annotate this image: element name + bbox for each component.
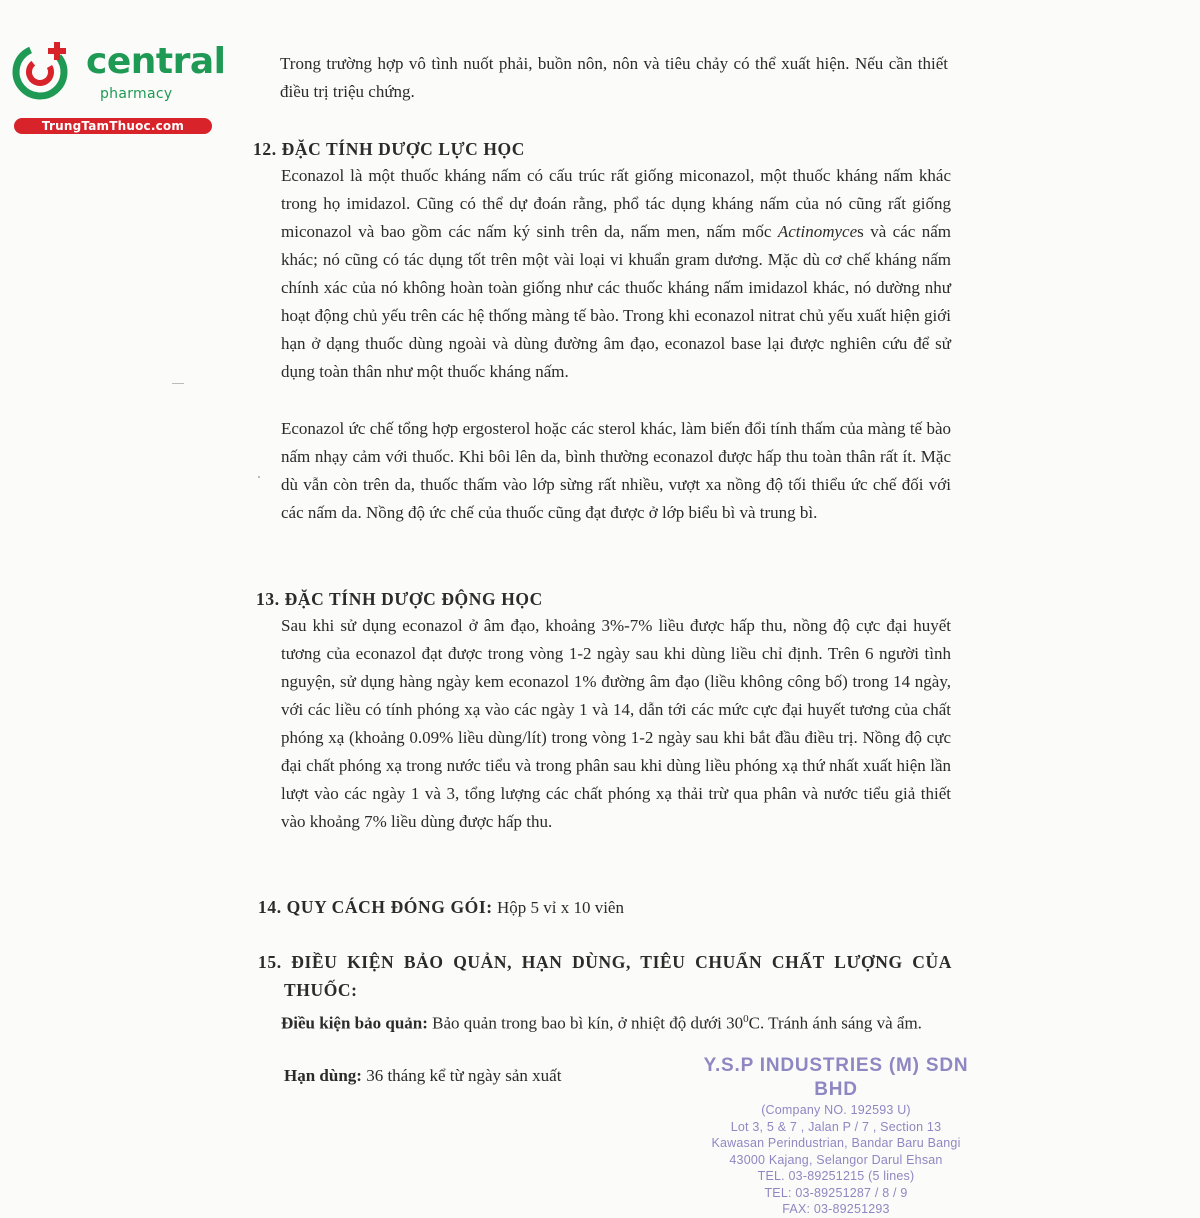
stamp-line: TEL: 03-89251287 / 8 / 9 [764, 1185, 908, 1200]
stamp-line: FAX: 03-89251293 [782, 1202, 890, 1216]
section-14-heading: 14. QUY CÁCH ĐÓNG GÓI: [258, 897, 493, 917]
section-13-paragraph: Sau khi sử dụng econazol ở âm đạo, khoảng 3%-7% liều được hấp thu, nồng độ cực đại huyết tương của econazol đạt được trong vòng 1-2 ngày sau khi dùng liều chỉ định. Trên 6 người tình nguyện, sử dụng hàng ngày kem econazol 1% đường âm đạo (liều không công bố) trong 14 ngày, với các liều có tính phóng xạ vào các ngày 1 và 14, dẫn tới các mức cực đại huyết tương của chất phóng xạ (khoảng 0.09% liều dùng/lít) trong vòng 1-2 ngày sau khi bắt đầu điều trị. Nồng độ cực đại chất phóng xạ trong nước tiểu và trong phân sau khi dùng liều phóng xạ thứ nhất xuất hiện lần lượt vào các ngày 1 và 3, tổng lượng các chất phóng xạ thải trừ qua phân và nước tiểu giả thiết vào khoảng 7% liều dùng được hấp thu. [281, 616, 951, 831]
section-12-text-a: Econazol là một thuốc kháng nấm có cấu trúc rất giống miconazol, một thuốc kháng nấm khác trong họ imidazol. Cũng có thể dự đoán rằng, phổ tác dụng kháng nấm của nó cũng rất giống miconazol và bao gồm các nấm ký sinh trên da, nấm men, nấm mốc [281, 166, 951, 241]
intro-paragraph: Trong trường hợp vô tình nuốt phải, buồn nôn, nôn và tiêu chảy có thể xuất hiện. Nếu cần thiết điều trị triệu chứng. [280, 54, 948, 101]
section-12-text-b: s và các nấm khác; nó cũng có tác dụng tốt trên một vài loại vi khuẩn gram dương. Mặc dù cơ chế kháng nấm chính xác của nó không hoàn toàn giống như các thuốc kháng nấm imidazol khác, nó dường như hoạt động chủ yếu trên các hệ thống màng tế bào. Trong khi econazol nitrat chủ yếu xuất hiện giới hạn ở dạng thuốc dùng ngoài và dùng đường âm đạo, econazol base lại được nghiên cứu để sử dụng toàn thân như một thuốc kháng nấm. [281, 222, 951, 381]
section-15-heading-line-2: THUỐC: [284, 980, 358, 1000]
stamp-line: 43000 Kajang, Selangor Darul Ehsan [729, 1152, 943, 1167]
section-14-line [258, 893, 958, 922]
storage-text-2: C. Tránh ánh sáng và ẩm. [748, 1013, 922, 1033]
storage-conditions [281, 1005, 951, 1038]
expiry-line [284, 1062, 704, 1090]
section-12-paragraph-2: Econazol ức chế tổng hợp ergosterol hoặc các sterol khác, làm biến đổi tính thấm của màng tế bào nấm nhạy cảm với thuốc. Khi bôi lên da, bình thường econazol được hấp thu toàn thân rất ít. Mặc dù vẫn còn trên da, thuốc thấm vào lớp sừng rất nhiều, vượt xa nồng độ tối thiểu ức chế đối với các nấm da. Nồng độ ức chế của thuốc cũng đạt được ở lớp biểu bì và trung bì. [281, 419, 951, 522]
logo-subtitle: pharmacy [100, 86, 173, 102]
storage-label: Điều kiện bảo quản: [281, 1013, 428, 1033]
company-stamp [686, 1054, 986, 1218]
logo-wordmark: central [86, 41, 226, 82]
expiry-text: 36 tháng kể từ ngày sản xuất [361, 1066, 562, 1085]
stamp-line: TEL. 03-89251215 (5 lines) [757, 1169, 915, 1183]
section-12-paragraph-1 [281, 162, 951, 386]
section-15-heading-line-1: 15. ĐIỀU KIỆN BẢO QUẢN, HẠN DÙNG, TIÊU CHUẨN CHẤT LƯỢNG CỦA [258, 952, 952, 972]
section-12-italic-term: Actinomyce [777, 222, 858, 241]
stamp-line: (Company NO. 192593 U) [761, 1103, 911, 1117]
storage-text-1: Bảo quản trong bao bì kín, ở nhiệt độ dưới 30 [427, 1013, 744, 1033]
stamp-line: Kawasan Perindustrian, Bandar Baru Bangi [711, 1136, 961, 1150]
scan-mark [172, 383, 184, 384]
section-12-heading: 12. ĐẶC TÍNH DƯỢC LỰC HỌC [253, 139, 525, 159]
logo-site-banner: TrungTamThuoc.com [14, 118, 212, 134]
storage-superscript: 0 [743, 1013, 749, 1025]
section-14-value: Hộp 5 vỉ x 10 viên [492, 898, 624, 917]
stamp-company-name: Y.S.P INDUSTRIES (M) SDN BHD [703, 1055, 969, 1100]
section-13-heading: 13. ĐẶC TÍNH DƯỢC ĐỘNG HỌC [256, 589, 543, 609]
scan-dot [258, 476, 260, 478]
stamp-line: Lot 3, 5 & 7 , Jalan P / 7 , Section 13 [730, 1119, 942, 1134]
expiry-label: Hạn dùng: [284, 1066, 362, 1085]
